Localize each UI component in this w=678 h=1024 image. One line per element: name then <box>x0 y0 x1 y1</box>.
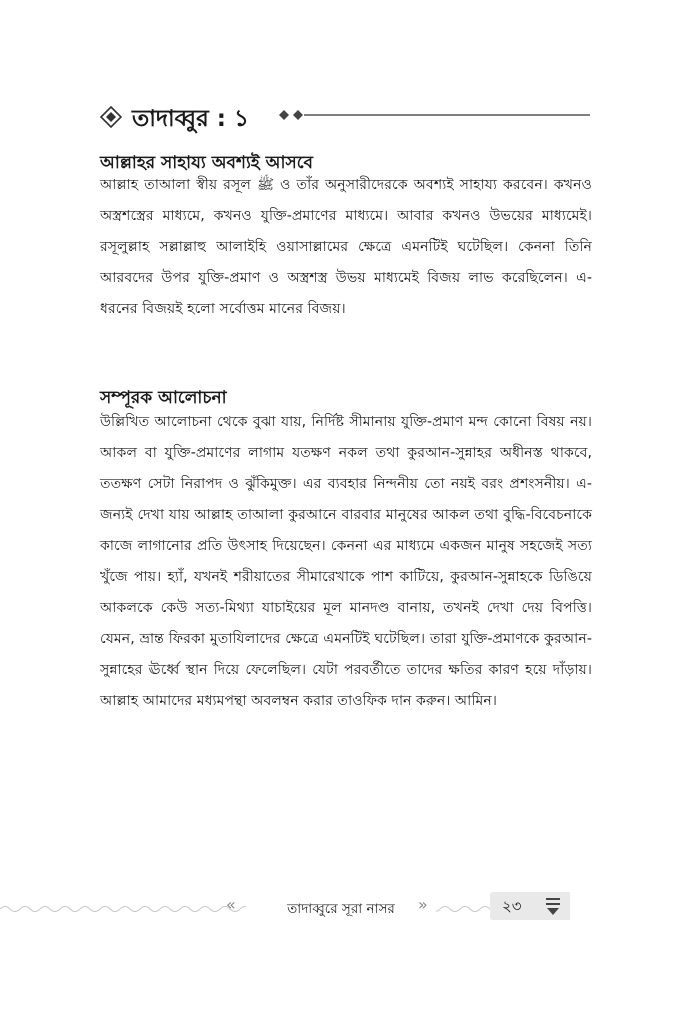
page-number: ২৩ <box>502 897 522 915</box>
body-paragraph: আল্লাহ তাআলা স্বীয় রসূল ﷺ ও তাঁর অনুসারীদেরকে অবশ্যই সাহায্য করবেন। কখনও অস্ত্রশস্ত্রের মাধ্যমে, কখনও যুক্তি-প্রমাণের মাধ্যমে। আবার কখনও উভয়ের মাধ্যমেই। রসূলুল্লাহ সল্লাল্লাহু আলাইহি ওয়াসাল্লামের ক্ষেত্রে এমনটিই ঘটেছিল। কেননা তিনি আরবদের উপর যুক্তি-প্রমাণ ও অস্ত্রশস্ত্র উভয় মাধ্যমেই বিজয় লাভ করেছিলেন। এ-ধরনের বিজয়ই হলো সর্বোত্তম মানের বিজয়। <box>100 177 592 317</box>
header-divider <box>278 107 590 123</box>
arrow-down-icon <box>542 895 564 917</box>
footer-book-title: তাদাব্বুরে সূরা নাসর <box>287 901 395 917</box>
chapter-header <box>100 98 590 134</box>
page-number-box <box>490 892 570 920</box>
section-heading: আল্লাহর সাহায্য অবশ্যই আসবে <box>100 153 314 173</box>
footer-bracket-left: « <box>226 895 236 914</box>
section-heading: সম্পূরক আলোচনা <box>100 388 227 408</box>
page-footer <box>0 890 678 930</box>
footer-bracket-right: » <box>418 895 428 914</box>
chapter-title: তাদাব্বুর : ১ <box>132 106 249 132</box>
footer-title-box <box>246 894 436 924</box>
diamond-icon <box>100 106 122 128</box>
body-paragraph: উল্লিখিত আলোচনা থেকে বুঝা যায়, নির্দিষ্ট সীমানায় যুক্তি-প্রমাণ মন্দ কোনো বিষয় নয়। আকল বা যুক্তি-প্রমাণের লাগাম যতক্ষণ নকল তথা কুরআন-সুন্নাহর অধীনস্ত থাকবে, ততক্ষণ সেটা নিরাপদ ও ঝুঁকিমুক্ত। এর ব্যবহার নিন্দনীয় তো নয়ই বরং প্রশংসনীয়। এ-জন্যই দেখা যায় আল্লাহ তাআলা কুরআনে বারবার মানুষের আকল তথা বুদ্ধি-বিবেচনাকে কাজে লাগানোর প্রতি উৎসাহ দিয়েছেন। কেননা এর মাধ্যমে একজন মানুষ সহজেই সত্য খুঁজে পায়। হ্যাঁ, যখনই শরীয়াতের সীমারেখাকে পাশ কাটিয়ে, কুরআন-সুন্নাহকে ডিঙিয়ে আকলকে কেউ সত্য-মিথ্যা যাচাইয়ের মূল মানদণ্ড বানায়, তখনই দেখা দেয় বিপত্তি। যেমন, ভ্রান্ত ফিরকা মুতাযিলাদের ক্ষেত্রে এমনটিই ঘটেছিল। তারা যুক্তি-প্রমাণকে কুরআন-সুন্নাহের ঊর্ধ্বে স্থান দিয়ে ফেলেছিল। যেটা পরবর্তীতে তাদের ক্ষতির কারণ হয়ে দাঁড়ায়। আল্লাহ আমাদের মধ্যমপন্থা অবলম্বন করার তাওফিক দান করুন। আমিন। <box>100 414 592 709</box>
